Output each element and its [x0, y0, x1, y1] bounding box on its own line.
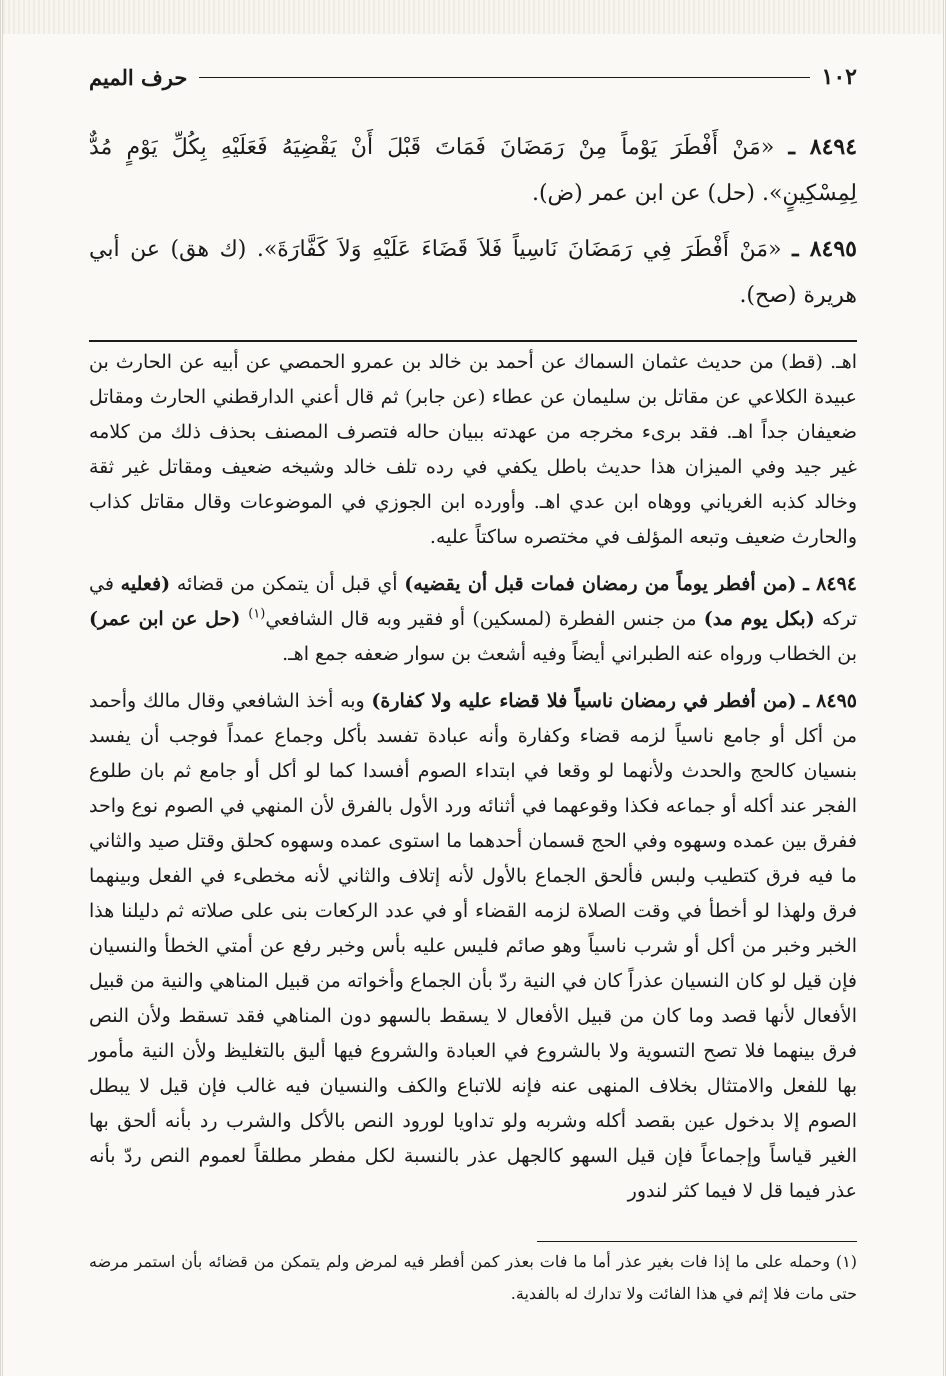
footnote-marker[interactable]: (١) — [248, 606, 266, 622]
matn-quote: (بكل يوم مد) — [703, 608, 815, 630]
hadith-number: ٨٤٩٤ ـ — [788, 134, 858, 160]
commentary-8494 — [89, 567, 857, 672]
commentary-text: أي قبل أن يتمكن من قضائه — [170, 573, 405, 595]
commentary-text: في تركه — [89, 573, 857, 630]
commentary — [89, 345, 857, 1221]
commentary-text: بن الخطاب ورواه عنه الطبراني أيضاً وفيه أشعث بن سوار ضعفه جمع اهـ. — [282, 643, 857, 665]
main-separator — [89, 340, 857, 342]
hadith-text: «مَنْ أَفْطَرَ فِي رَمَضَانَ نَاسِياً فَلاَ قَضَاءَ عَلَيْهِ وَلاَ كَفَّارَةَ». (ك هق) عن أبي هريرة (صح). — [89, 237, 857, 308]
hadith-text: «مَنْ أَفْطَرَ يَوْماً مِنْ رَمَضَانَ فَمَاتَ قَبْلَ أَنْ يَقْضِيَهُ فَعَلَيْهِ بِكُلِّ يَوْمٍ مُدٌّ لِمِسْكِينٍ». (حل) عن ابن عمر (ض). — [89, 135, 857, 206]
hadith-number: ٨٤٩٥ ـ — [792, 236, 857, 262]
commentary-number: ٨٤٩٤ ـ — [803, 573, 857, 595]
matn-quote: (من أفطر في رمضان ناسياً فلا قضاء عليه ولا كفارة) — [371, 690, 797, 712]
chapter-title: حرف الميم — [89, 64, 188, 90]
matn-quote: (من أفطر يوماً من رمضان فمات قبل أن يقضيه) — [404, 573, 797, 595]
footnote: (١) وحمله على ما إذا فات بغير عذر أما ما فات بعذر كمن أفطر فيه لمرض ولم يتمكن من قضائه بأن استمر مرضه حتى مات فلا إثم في هذا الفائت ولا تدارك له بالفدية. — [89, 1252, 858, 1303]
header-rule — [199, 77, 809, 78]
hadith-8494 — [89, 124, 857, 217]
scan-edge — [3, 0, 943, 34]
matn-quote: (حل عن ابن عمر) — [89, 608, 249, 630]
commentary-intro: اهـ. (قط) من حديث عثمان السماك عن أحمد بن خالد بن عمرو الحمصي عن أبيه عن الحارث بن عبيدة الكلاعي عن مقاتل بن سليمان عن عطاء (عن جابر) ثم قال أعني الدارقطني الحارث ومقاتل ضعيفان جداً اهـ. فقد برىء مخرجه من عهدته ببيان حاله فتصرف المصنف بحذف ذلك من كلامه غير جيد وفي الميزان هذا حديث باطل يكفي في رده تلف خالد وشيخه ضعيف ومقاتل غير ثقة وخالد كذبه الغرياني ووهاه ابن عدي اهـ. وأورده ابن الجوزي في الموضوعات وقال مقاتل كذاب والحارث ضعيف وتبعه المؤلف في مختصره ساكتاً عليه. — [89, 351, 857, 548]
commentary-8495 — [89, 684, 857, 1209]
hadith-8495 — [89, 226, 857, 319]
commentary-number: ٨٤٩٥ ـ — [803, 690, 857, 712]
matn-quote: (فعليه — [120, 573, 171, 595]
commentary-text: من جنس الفطرة (لمسكين) أو فقير وبه قال الشافعي — [265, 608, 704, 630]
commentary-text: وبه أخذ الشافعي وقال مالك وأحمد من أكل أو جامع ناسياً لزمه قضاء وكفارة وأنه عبادة تفسد بأكل وجماع عمداً فوجب أن يفسد بنسيان كالحج والحدث ولأنهما لو وقعا في ابتداء الصوم أفسدا كما لو أكل أو جامع ثم بان طلوع الفجر عند أكله أو جماعه فكذا وقوعهما في أثنائه ورد الأول بالفرق لأن المنهي في الصوم نوع واحد ففرق بين عمده وسهوه وفي الحج قسمان أحدهما ما استوى عمده وسهوه كحلق وقتل صيد والثاني ما فيه فرق كتطيب ولبس فألحق الجماع بالأول لأنه إتلاف والثاني لأنه مخطىء في الفعل وبينهما فرق ولهذا لو أخطأ في وقت الصلاة لزمه القضاء أو في عدد الركعات بنى على صلاته ثم دليلنا هذا الخبر وخبر من أكل أو شرب ناسياً وهو صائم فليس عليه بأس وخبر رفع عن أمتي الخطأ والنسيان فإن قيل لو كان النسيان عذراً كان في النية ردّ بأن الجماع وأخواته من قبيل المناهي والنية من قبيل الأفعال لأنها قصد وما كان من قبيل الأفعال لا يسقط بالسهو دون المناهي فقد تسقط ولأن النص فرق بينهما فلا تصح التسوية ولا بالشروع في العبادة والشروع فيها أليق بالتغليظ ولأن النية مأمور بها للفعل والامتثال بخلاف المنهى عنه فإنه للاتباع والكف والنسيان فيه غالب فإن قيل لا يبطل الصوم إلا بدخول عين بقصد أكله وشربه ولو تداويا لورود النص بالأكل والشرب رد بأنه ألحق بها الغير قياساً وإجماعاً فإن قيل السهو كالجهل عذر بالنسبة لكل مفطر مطلقاً لعموم النص ردّ بأنه عذر فيما قل لا فيما كثر لندور — [89, 690, 857, 1202]
page-number: ١٠٢ — [821, 64, 857, 90]
page-header — [89, 60, 857, 94]
footnote-separator — [537, 1241, 857, 1242]
